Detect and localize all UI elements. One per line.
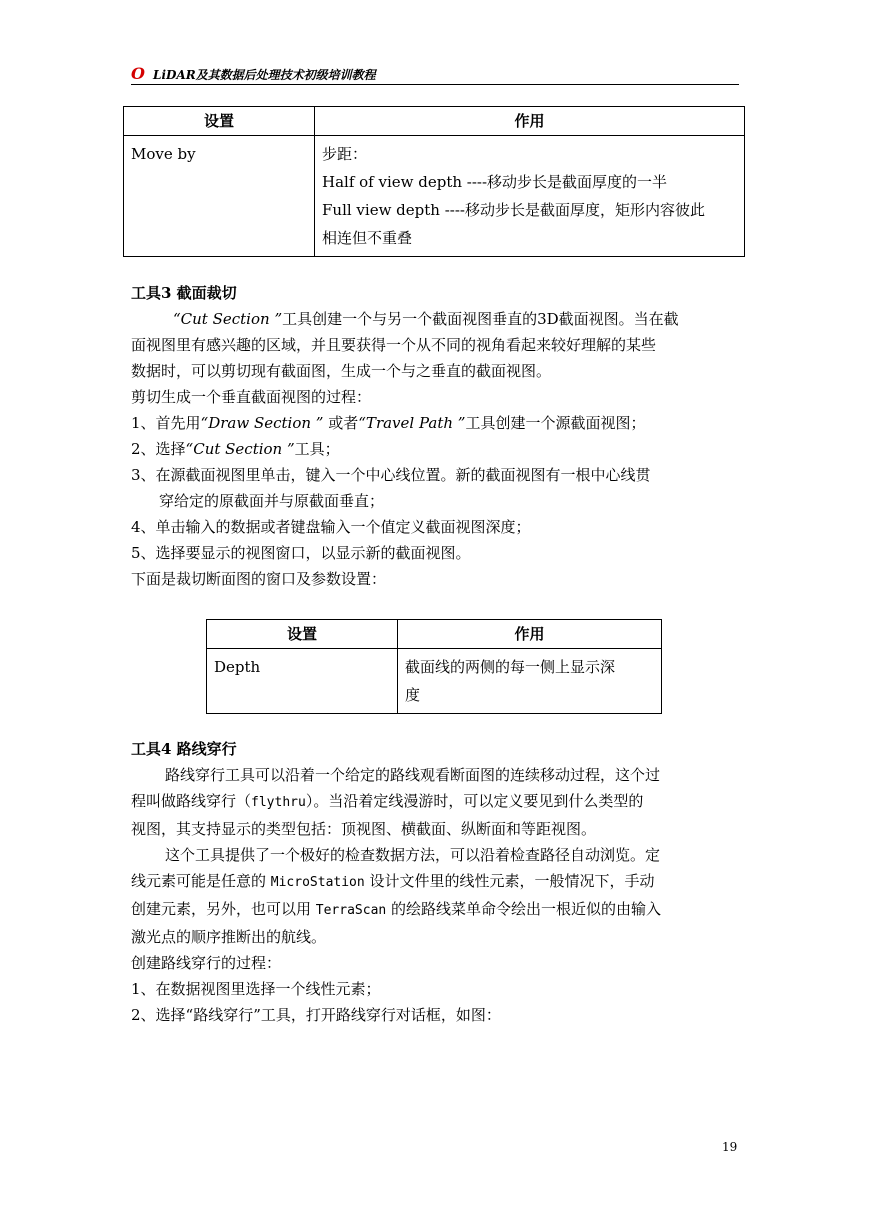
list-item: 3、在源截面视图里单击，键入一个中心线位置。新的截面视图有一根中心线贯	[131, 466, 651, 484]
cell-line: 相连但不重叠	[322, 229, 413, 247]
paragraph-line: 路线穿行工具可以沿着一个给定的路线观看断面图的连续移动过程，这个过	[165, 766, 661, 784]
page-header	[131, 62, 739, 85]
list-item: 5、选择要显示的视图窗口，以显示新的截面视图。	[131, 544, 471, 562]
list-item: 1、在数据视图里选择一个线性元素；	[131, 980, 381, 998]
list-item: 4、单击输入的数据或者键盘输入一个值定义截面视图深度；	[131, 518, 531, 536]
cell-line: 度	[405, 686, 421, 704]
cell-line: Half of view depth ----移动步长是截面厚度的一半	[322, 173, 668, 191]
table-header-setting: 设置	[124, 107, 315, 136]
move-by-table	[123, 106, 745, 257]
paragraph-line: 创建元素，另外，也可以用 TerraScan 的绘路线菜单命令绘出一根近似的由输入	[131, 900, 662, 918]
depth-table	[206, 619, 662, 714]
paragraph-line: 数据时，可以剪切现有截面图，生成一个与之垂直的截面视图。	[131, 362, 552, 380]
page-number: 19	[722, 1140, 738, 1154]
table-header-effect: 作用	[398, 620, 662, 649]
table-header-setting: 设置	[207, 620, 398, 649]
paragraph-line: 下面是裁切断面图的窗口及参数设置：	[131, 570, 387, 588]
table-cell-effect	[398, 649, 662, 714]
list-item: 2、选择“路线穿行”工具，打开路线穿行对话框，如图：	[131, 1006, 501, 1024]
list-item: 2、选择“Cut Section ”工具；	[131, 440, 340, 458]
list-item-continuation: 穿给定的原截面并与原截面垂直；	[159, 492, 385, 510]
paragraph-line: 剪切生成一个垂直截面视图的过程：	[131, 388, 372, 406]
cell-line: 步距：	[322, 145, 368, 163]
table-row	[124, 136, 745, 257]
tool4-section	[131, 736, 751, 1028]
table-header-effect: 作用	[315, 107, 745, 136]
paragraph-line: “Cut Section ”工具创建一个与另一个截面视图垂直的3D截面视图。当在截	[173, 310, 679, 328]
paragraph-line: 创建路线穿行的过程：	[131, 954, 282, 972]
paragraph-line: 视图，其支持显示的类型包括：顶视图、横截面、纵断面和等距视图。	[131, 820, 597, 838]
list-item: 1、首先用“Draw Section ” 或者“Travel Path ”工具创建一个源截面视图；	[131, 414, 646, 432]
logo-icon: O	[131, 64, 145, 83]
cell-line: Full view depth ----移动步长是截面厚度，矩形内容彼此	[322, 201, 705, 219]
paragraph-line: 程叫做路线穿行（flythru）。当沿着定线漫游时，可以定义要见到什么类型的	[131, 792, 644, 810]
section-heading: 工具3 截面裁切	[131, 284, 237, 302]
section-heading: 工具4 路线穿行	[131, 740, 237, 758]
table-row	[207, 649, 662, 714]
cell-line: 截面线的两侧的每一侧上显示深	[405, 658, 616, 676]
paragraph-line: 激光点的顺序推断出的航线。	[131, 928, 327, 946]
table-cell-setting: Move by	[124, 136, 315, 257]
tool3-section	[131, 280, 751, 592]
paragraph-line: 这个工具提供了一个极好的检查数据方法，可以沿着检查路径自动浏览。定	[165, 846, 661, 864]
paragraph-line: 线元素可能是任意的 MicroStation 设计文件里的线性元素，一般情况下，手动	[131, 872, 655, 890]
paragraph-line: 面视图里有感兴趣的区域，并且要获得一个从不同的视角看起来较好理解的某些	[131, 336, 657, 354]
table-cell-effect	[315, 136, 745, 257]
header-title: LiDAR及其数据后处理技术初级培训教程	[153, 68, 376, 82]
table-cell-setting: Depth	[207, 649, 398, 714]
